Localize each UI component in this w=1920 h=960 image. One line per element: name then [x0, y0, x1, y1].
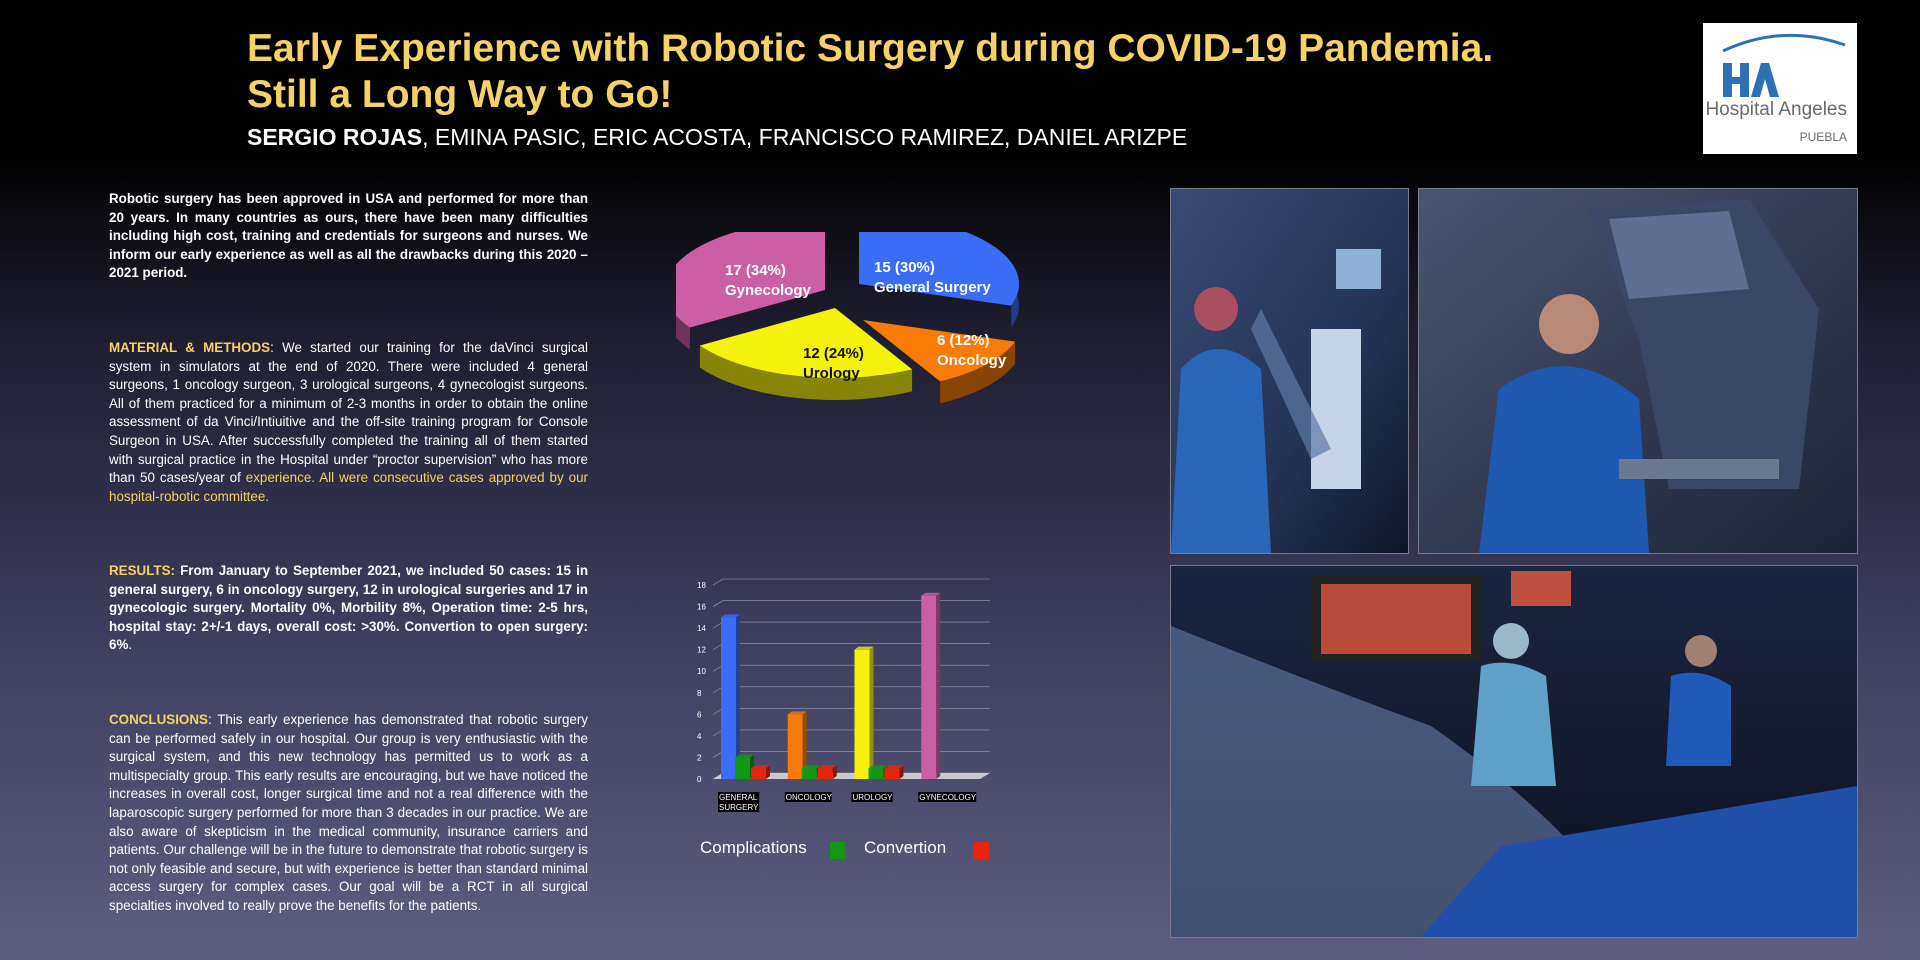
title-line-2: Still a Long Way to Go!: [247, 73, 673, 116]
pie-label-value-oncology: 6 (12%): [937, 332, 990, 349]
x-tick-label: GYNECOLOGY: [919, 793, 977, 802]
cases-pie-chart: [676, 232, 1026, 452]
surgeon-console-photo: [1418, 188, 1858, 554]
operating-theater-photo: [1170, 565, 1858, 938]
title-line-1: Early Experience with Robotic Surgery during COVID-19 Pandemia.: [247, 27, 1494, 70]
logo-city: PUEBLA: [1799, 130, 1847, 144]
authors-line: [247, 124, 1187, 151]
bar-side-total-urology: [870, 647, 874, 779]
methods-text: : We started our training for the daVinci surgical system in simulators at the end of 2020. There were included 4 general surgeons, 1 oncology surgeon, 3 urological surgeons, 4 gynecologist surgeons. All of them practiced for a minimum of 2-3 months in order to obtain the online assessment of da Vinci/Intiuitive and the off-site training program for Console Surgeon in USA. After successfully completed the training all of them started with surgical practice in the Hospital under “proctor supervision” who has more than 50 cases/year of: [109, 340, 588, 486]
conclusions-heading: CONCLUSIONS: [109, 712, 208, 727]
pie-label-name-general-surgery: General Surgery: [874, 279, 991, 296]
pie-label-name-urology: Urology: [803, 365, 860, 382]
y-tick-label: 16: [697, 602, 706, 612]
logo-name: Hospital Angeles: [1705, 99, 1847, 120]
bar-complications-urology: [869, 768, 884, 779]
bar-complications-oncology: [802, 768, 817, 779]
x-tick-label: SURGERY: [719, 803, 759, 812]
pie-label-value-urology: 12 (24%): [803, 345, 864, 362]
y-tick-label: 8: [697, 688, 702, 698]
pie-label-value-gynecology: 17 (34%): [725, 262, 786, 279]
results-paragraph: [109, 562, 588, 655]
methods-heading: MATERIAL & METHODS: [109, 340, 271, 355]
lead-author: SERGIO ROJAS: [247, 124, 423, 150]
conclusions-text: : This early experience has demonstrated that robotic surgery can be performed safely in our hospital. Our group is very enthusiastic with the surgical system, and this new technology has permitted us to work as a multispecialty group. This early results are encouraging, but we have noticed the increases in overall cost, longer surgical time and not a real difference with the laparoscopic surgery performed for more than 3 decades in our practice. We are also aware of skepticism in the medical community, insurance carriers and patients. Our challenge will be in the future to demonstrate that robotic surgery is not only feasible and secure, but with experience is better than standard minimal access surgery for complex cases. Our goal will be a RCT in all surgical specialties involved to really prove the benefits for the patients.: [109, 712, 588, 913]
y-tick-label: 0: [697, 775, 702, 784]
legend-complications-label: Complications: [700, 838, 807, 857]
y-tick-label: 4: [697, 731, 702, 741]
y-tick-label: 12: [697, 645, 706, 655]
intro-paragraph: Robotic surgery has been approved in USA and performed for more than 20 years. In many countries as ours, there have been many difficulties including high cost, training and credentials for surgeons and nurses. We inform our early experience as well as all the drawbacks during this 2020 – 2021 period.: [109, 191, 588, 281]
pie-label-name-gynecology: Gynecology: [725, 282, 811, 299]
bar-convertion-oncology: [818, 768, 833, 779]
y-tick-label: 6: [697, 710, 702, 720]
poster-title: [247, 26, 1647, 118]
bar-convertion-urology: [885, 768, 900, 779]
bar-total-general-surgery: [721, 617, 736, 779]
bar-complications-general-surgery: [735, 757, 750, 779]
co-authors: , EMINA PASIC, ERIC ACOSTA, FRANCISCO RAMIREZ, DANIEL ARIZPE: [422, 124, 1188, 150]
bar-side-total-gynecology: [936, 593, 940, 779]
grid-diagonal: [713, 601, 723, 607]
outcomes-bar-chart: [680, 570, 1010, 820]
methods-highlight: experience. All were consecutive cases approved by our hospital-robotic committee.: [109, 470, 588, 504]
operating-room-photo: [1170, 188, 1409, 554]
legend-convertion-swatch: [974, 842, 989, 859]
y-tick-label: 10: [697, 667, 706, 677]
results-text: From January to September 2021, we included 50 cases: 15 in general surgery, 6 in oncology surgery, 12 in urological surgeries and 17 in gynecologic surgery. Mortality 0%, Morbility 8%, Operation time: 2-5 hrs, hospital stay: 2+/-1 days, overall cost: >30%. Convertion to open surgery: 6%: [109, 563, 588, 653]
bar-total-urology: [855, 650, 870, 779]
hospital-logo: [1703, 23, 1857, 154]
x-tick-label: UROLOGY: [852, 793, 893, 802]
legend-complications-swatch: [830, 842, 845, 859]
results-tail: .: [128, 637, 133, 653]
pie-slice-gynecology: [676, 232, 825, 328]
y-tick-label: 14: [697, 624, 706, 634]
methods-paragraph: [109, 339, 588, 506]
results-heading: RESULTS:: [109, 563, 175, 578]
grid-diagonal: [713, 579, 723, 585]
x-tick-label: GENERAL: [719, 793, 758, 802]
bar-side-total-general-surgery: [736, 614, 740, 779]
conclusions-paragraph: [109, 711, 588, 916]
x-tick-label: ONCOLOGY: [785, 793, 832, 802]
bar-total-gynecology: [921, 596, 936, 779]
y-tick-label: 18: [697, 581, 706, 590]
legend-convertion-label: Convertion: [864, 838, 947, 857]
y-tick-label: 2: [697, 753, 702, 763]
bar-convertion-general-surgery: [751, 768, 766, 779]
pie-label-value-general-surgery: 15 (30%): [874, 259, 935, 276]
pie-label-name-oncology: Oncology: [937, 352, 1007, 369]
bar-total-oncology: [788, 714, 803, 779]
